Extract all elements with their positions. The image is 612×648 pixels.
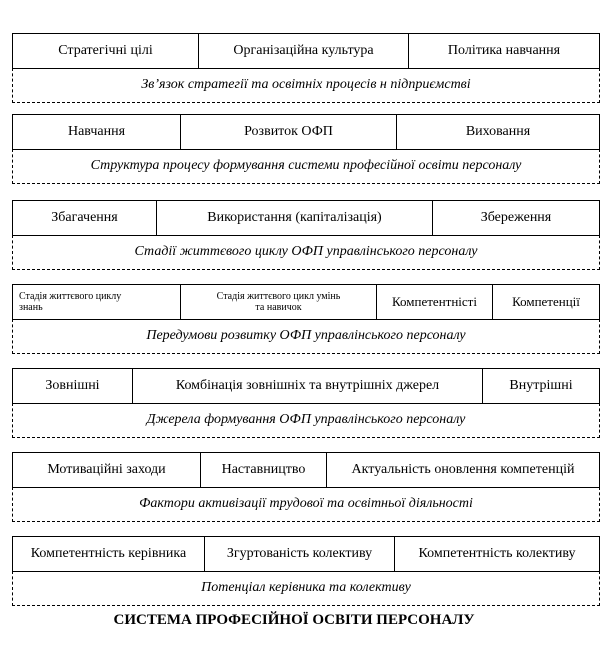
cell-mentoring: Наставництво — [201, 453, 327, 487]
cell-competencies: Компетенції — [512, 294, 580, 309]
block-prerequisites-caption: Передумови розвитку ОФП управлінського персоналу — [12, 319, 600, 354]
cell-motivational-measures: Мотиваційні заходи — [13, 453, 201, 487]
cell-knowledge-lifecycle — [13, 285, 181, 319]
cell-strategic-goals: Стратегічні цілі — [13, 34, 199, 68]
block-lifecycle-caption: Стадії життєвого циклу ОФП управлінського персоналу — [12, 235, 600, 270]
cell-competency-renewal: Актуальність оновлення компетенцій — [351, 462, 575, 477]
cell-internal: Внутрішні — [509, 378, 573, 393]
block-lifecycle-cells — [12, 200, 600, 236]
cell-organizational-culture: Організаційна культура — [199, 34, 409, 68]
cell-preservation: Збереження — [480, 210, 552, 225]
block-strategy-cells — [12, 33, 600, 69]
cell-knowledge-lifecycle-line2: знань — [19, 302, 43, 313]
cell-knowledge-lifecycle-line1: Стадія життєвого циклу — [19, 291, 122, 302]
cell-training-policy: Політика навчання — [447, 43, 561, 58]
block-potential-caption: Потенціал керівника та колективу — [12, 571, 600, 606]
cell-skills-lifecycle-line2: та навичок — [255, 302, 302, 313]
cell-combination: Комбінація зовнішніх та внутрішніх джерел — [133, 369, 483, 403]
block-sources-cells — [12, 368, 600, 404]
cell-team-competence: Компетентність колективу — [418, 546, 576, 561]
cell-upbringing: Виховання — [465, 124, 531, 139]
cell-team-cohesion: Згуртованість колективу — [205, 537, 395, 571]
cell-ofp-development: Розвиток ОФП — [181, 115, 397, 149]
cell-competence: Компетентністі — [377, 285, 493, 319]
block-factors-cells — [12, 452, 600, 488]
diagram-title: СИСТЕМА ПРОФЕСІЙНОЇ ОСВІТИ ПЕРСОНАЛУ — [113, 612, 475, 628]
cell-skills-lifecycle — [181, 285, 377, 319]
block-factors-caption: Фактори активізації трудової та освітньої діяльності — [12, 487, 600, 522]
block-prerequisites-cells — [12, 284, 600, 320]
cell-training: Навчання — [13, 115, 181, 149]
cell-manager-competence: Компетентність керівника — [13, 537, 205, 571]
cell-skills-lifecycle-line1: Стадія життєвого цикл умінь — [216, 291, 341, 302]
block-strategy-caption: Зв’язок стратегії та освітніх процесів н підприємстві — [12, 68, 600, 103]
block-potential-cells — [12, 536, 600, 572]
block-sources-caption: Джерела формування ОФП управлінського персоналу — [12, 403, 600, 438]
block-structure-caption: Структура процесу формування системи професійної освіти персоналу — [12, 149, 600, 184]
cell-usage-capitalization: Використання (капіталізація) — [157, 201, 433, 235]
block-structure-cells — [12, 114, 600, 150]
cell-external: Зовнішні — [13, 369, 133, 403]
cell-enrichment: Збагачення — [13, 201, 157, 235]
